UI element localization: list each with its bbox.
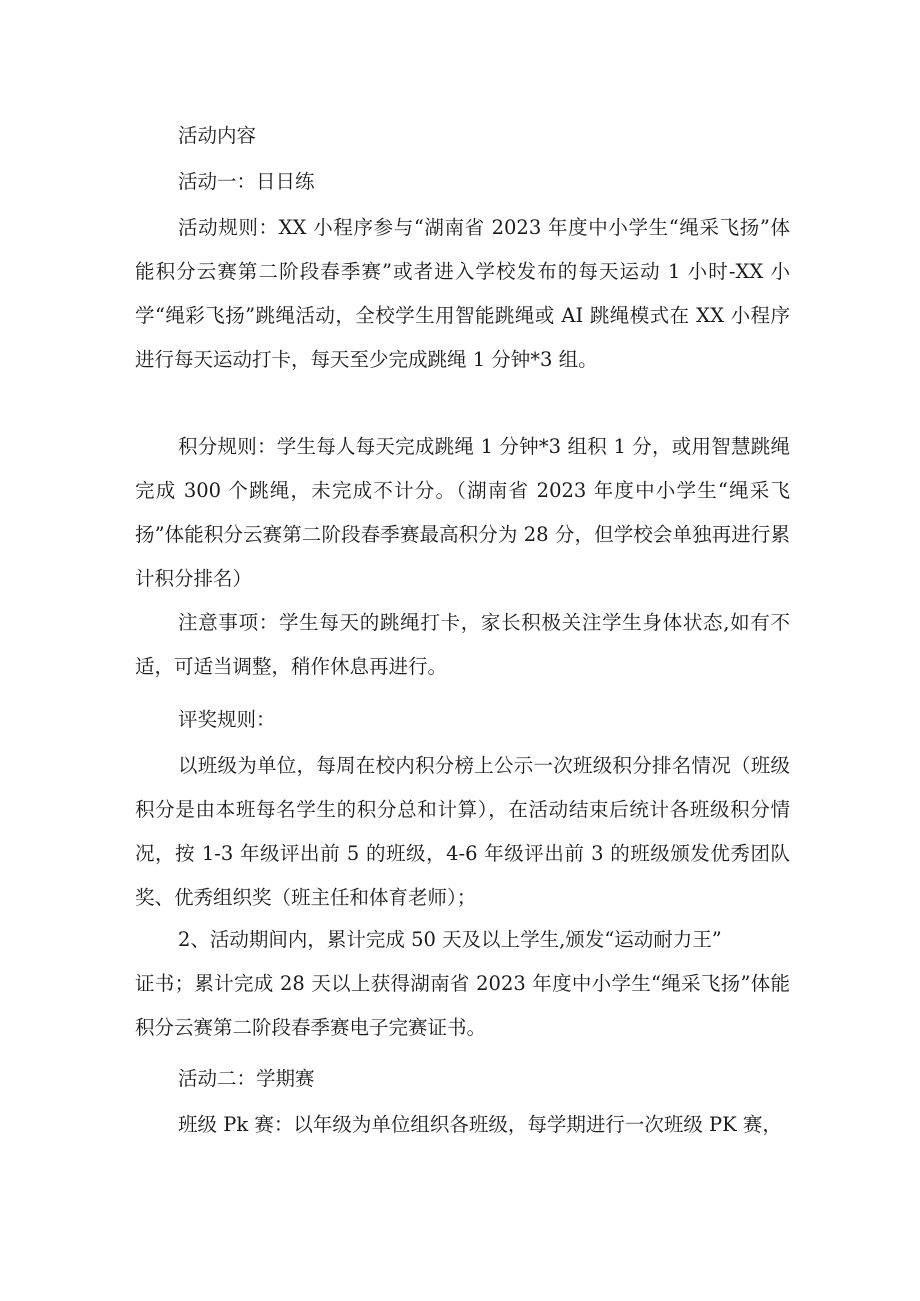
- activity-rules-paragraph: 活动规则：XX 小程序参与“湖南省 2023 年度中小学生“绳采飞扬”体能积分云赛第二阶段春季赛”或者进入学校发布的每天运动 1 小时-XX 小学“绳彩飞扬”跳绳活动，全校学生用智能跳绳或 AI 跳绳模式在 XX 小程序进行每天运动打卡，每天至少完成跳绳 1 分钟*3 组。: [135, 216, 790, 371]
- section-heading-activity-content: 活动内容: [178, 124, 257, 147]
- activity-two-heading: 活动二：学期赛: [178, 1067, 315, 1090]
- notes-paragraph: 注意事项：学生每天的跳绳打卡，家长积极关注学生身体状态,如有不适，可适当调整，稍作休息再进行。: [135, 611, 790, 678]
- class-pk-paragraph: 班级 Pk 赛：以年级为单位组织各班级，每学期进行一次班级 PK 赛，: [178, 1113, 782, 1136]
- award-rules-paragraph: 以班级为单位，每周在校内积分榜上公示一次班级积分排名情况（班级积分是由本班每名学生的积分总和计算），在活动结束后统计各班级积分情况，按 1-3 年级评出前 5 的班级，4-6 年级评出前 3 的班级颁发优秀团队奖、优秀组织奖（班主任和体育老师）；: [135, 754, 790, 909]
- award-rules-heading: 评奖规则：: [178, 708, 276, 731]
- activity-one-heading: 活动一：日日练: [178, 170, 315, 193]
- scoring-rules-paragraph: 积分规则：学生每人每天完成跳绳 1 分钟*3 组积 1 分，或用智慧跳绳完成 300 个跳绳，未完成不计分。（湖南省 2023 年度中小学生“绳采飞扬”体能积分云赛第二阶段春季赛最高积分为 28 分，但学校会单独再进行累计积分排名）: [135, 435, 790, 590]
- award-item-2-continuation: 证书；累计完成 28 天以上获得湖南省 2023 年度中小学生“绳采飞扬”体能积分云赛第二阶段春季赛电子完赛证书。: [135, 972, 790, 1039]
- award-item-2-line-1: 2、活动期间内，累计完成 50 天及以上学生,颁发“运动耐力王”: [178, 928, 722, 951]
